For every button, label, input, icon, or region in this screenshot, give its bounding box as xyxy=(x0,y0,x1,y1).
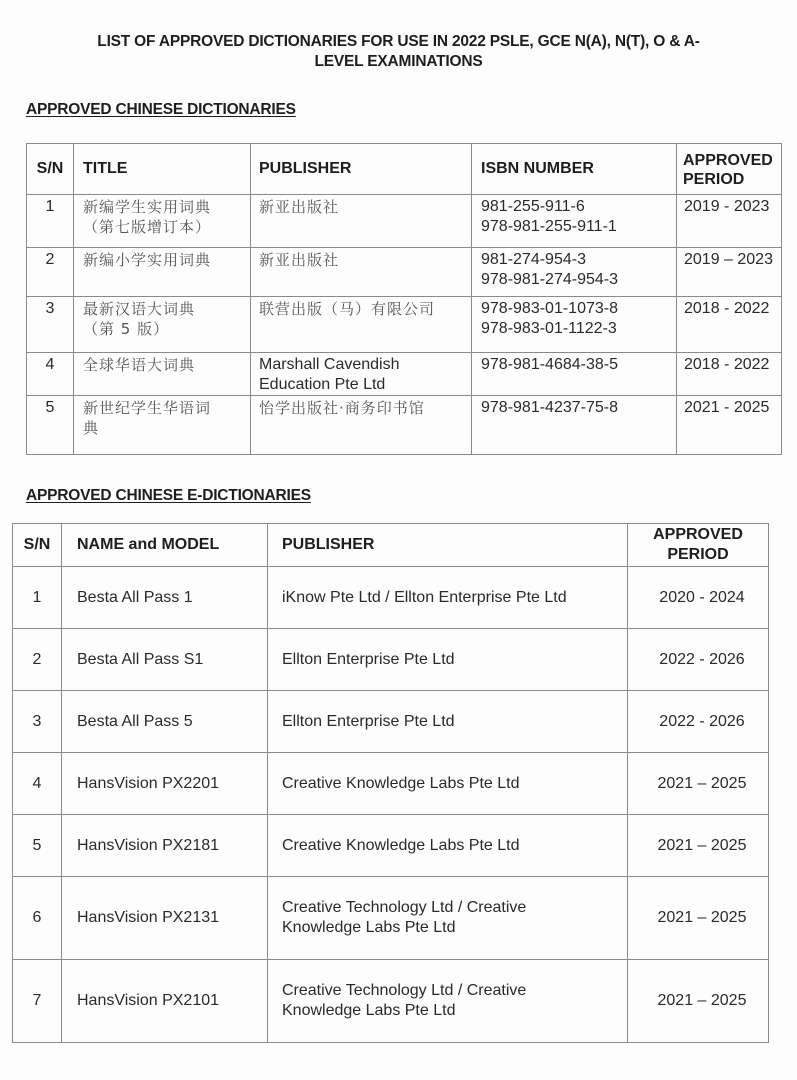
cell-text: 978-983-01-1073-8 xyxy=(481,300,618,317)
cell-title xyxy=(74,248,251,297)
cell-text: 新亚出版社 xyxy=(259,251,340,269)
cell-isbn xyxy=(472,248,677,297)
document-title-line-1: LIST OF APPROVED DICTIONARIES FOR USE IN 2022 PSLE, GCE N(A), N(T), O & A- xyxy=(97,33,700,50)
cell-publisher xyxy=(268,753,628,815)
cell-text: iKnow Pte Ltd / Ellton Enterprise Pte Ltd xyxy=(282,588,567,606)
cell-text: 978-981-4684-38-5 xyxy=(481,356,618,373)
column-header-approved-period xyxy=(677,144,782,195)
cell-sn: 7 xyxy=(13,960,62,1043)
cell-period: 2021 – 2025 xyxy=(628,877,769,960)
cell-name-model: Besta All Pass 1 xyxy=(62,567,268,629)
table-row xyxy=(27,297,782,353)
cell-sn: 5 xyxy=(27,396,74,455)
column-header-name-model: NAME and MODEL xyxy=(62,524,268,567)
column-header-title: TITLE xyxy=(74,144,251,195)
table-row xyxy=(13,753,769,815)
cell-name-model: HansVision PX2201 xyxy=(62,753,268,815)
cell-text: 978-981-4237-75-8 xyxy=(481,399,618,416)
table-row xyxy=(27,195,782,248)
cell-publisher xyxy=(268,567,628,629)
cell-period: 2019 - 2023 xyxy=(677,195,782,248)
column-header-isbn: ISBN NUMBER xyxy=(472,144,677,195)
cell-publisher xyxy=(251,195,472,248)
cell-text: 新编学生实用词典 xyxy=(83,198,212,216)
table-row xyxy=(27,396,782,455)
column-header-sn: S/N xyxy=(27,144,74,195)
cell-isbn xyxy=(472,396,677,455)
cell-name-model: HansVision PX2181 xyxy=(62,815,268,877)
cell-sn: 4 xyxy=(27,353,74,396)
cell-publisher xyxy=(268,691,628,753)
column-header-sn: S/N xyxy=(13,524,62,567)
header-label: PERIOD xyxy=(683,171,745,188)
cell-sn: 1 xyxy=(27,195,74,248)
cell-isbn xyxy=(472,195,677,248)
cell-name-model: HansVision PX2101 xyxy=(62,960,268,1043)
cell-period: 2021 - 2025 xyxy=(677,396,782,455)
cell-sn: 4 xyxy=(13,753,62,815)
cell-text: Creative Technology Ltd / Creative xyxy=(282,982,527,999)
cell-period: 2019 – 2023 xyxy=(677,248,782,297)
cell-title xyxy=(74,396,251,455)
cell-period: 2021 – 2025 xyxy=(628,960,769,1043)
table-row xyxy=(27,248,782,297)
table-row xyxy=(27,353,782,396)
chinese-dictionaries-table xyxy=(26,143,782,455)
cell-publisher xyxy=(251,297,472,353)
cell-period: 2020 - 2024 xyxy=(628,567,769,629)
cell-text: 981-274-954-3 xyxy=(481,251,586,268)
table-row xyxy=(13,815,769,877)
cell-text: 978-981-255-911-1 xyxy=(481,218,617,235)
cell-text: 新编小学实用词典 xyxy=(83,251,212,269)
cell-text: Creative Technology Ltd / Creative xyxy=(282,899,527,916)
cell-text: Education Pte Ltd xyxy=(259,376,386,393)
cell-sn: 6 xyxy=(13,877,62,960)
cell-period: 2021 – 2025 xyxy=(628,753,769,815)
header-label: PERIOD xyxy=(667,546,729,563)
cell-isbn xyxy=(472,353,677,396)
document-title xyxy=(20,32,777,72)
column-header-approved-period xyxy=(628,524,769,567)
cell-period: 2018 - 2022 xyxy=(677,353,782,396)
cell-text: （第七版增订本） xyxy=(83,218,212,236)
column-header-publisher: PUBLISHER xyxy=(251,144,472,195)
cell-publisher xyxy=(251,396,472,455)
cell-text: 981-255-911-6 xyxy=(481,198,585,215)
cell-publisher xyxy=(268,960,628,1043)
cell-text: 怡学出版社·商务印书馆 xyxy=(259,399,425,417)
cell-text: 联营出版（马）有限公司 xyxy=(259,300,436,318)
cell-title xyxy=(74,353,251,396)
cell-period: 2022 - 2026 xyxy=(628,691,769,753)
cell-sn: 2 xyxy=(13,629,62,691)
section-heading-e-dictionaries: APPROVED CHINESE E-DICTIONARIES xyxy=(26,487,311,504)
cell-text: Knowledge Labs Pte Ltd xyxy=(282,919,456,936)
cell-sn: 3 xyxy=(27,297,74,353)
cell-text: Ellton Enterprise Pte Ltd xyxy=(282,712,455,730)
cell-text: Creative Knowledge Labs Pte Ltd xyxy=(282,774,520,792)
cell-name-model: Besta All Pass S1 xyxy=(62,629,268,691)
header-label: APPROVED xyxy=(683,152,773,169)
cell-text: 978-981-274-954-3 xyxy=(481,271,618,288)
cell-text: 新亚出版社 xyxy=(259,198,340,216)
section-heading-dictionaries: APPROVED CHINESE DICTIONARIES xyxy=(26,101,296,118)
table-row xyxy=(13,567,769,629)
cell-name-model: HansVision PX2131 xyxy=(62,877,268,960)
cell-sn: 2 xyxy=(27,248,74,297)
cell-text: （第 5 版） xyxy=(83,320,170,338)
cell-sn: 3 xyxy=(13,691,62,753)
cell-period: 2022 - 2026 xyxy=(628,629,769,691)
cell-title xyxy=(74,195,251,248)
cell-text: Marshall Cavendish xyxy=(259,356,400,373)
cell-publisher xyxy=(268,629,628,691)
cell-period: 2018 - 2022 xyxy=(677,297,782,353)
cell-text: Creative Knowledge Labs Pte Ltd xyxy=(282,836,520,854)
cell-isbn xyxy=(472,297,677,353)
cell-text: Knowledge Labs Pte Ltd xyxy=(282,1002,456,1019)
cell-text: 最新汉语大词典 xyxy=(83,300,196,318)
document-title-line-2: LEVEL EXAMINATIONS xyxy=(314,53,483,70)
cell-sn: 5 xyxy=(13,815,62,877)
cell-publisher xyxy=(268,815,628,877)
chinese-e-dictionaries-table xyxy=(12,523,769,1043)
table-header-row xyxy=(27,144,782,195)
table-row xyxy=(13,877,769,960)
cell-text: Ellton Enterprise Pte Ltd xyxy=(282,650,455,668)
cell-publisher xyxy=(251,353,472,396)
cell-text: 典 xyxy=(83,419,100,437)
table-row xyxy=(13,691,769,753)
column-header-publisher: PUBLISHER xyxy=(268,524,628,567)
table-row xyxy=(13,960,769,1043)
cell-sn: 1 xyxy=(13,567,62,629)
table-row xyxy=(13,629,769,691)
cell-publisher xyxy=(251,248,472,297)
cell-text: 全球华语大词典 xyxy=(83,356,196,374)
cell-text: 新世纪学生华语词 xyxy=(83,399,212,417)
cell-name-model: Besta All Pass 5 xyxy=(62,691,268,753)
cell-title xyxy=(74,297,251,353)
cell-period: 2021 – 2025 xyxy=(628,815,769,877)
table-header-row xyxy=(13,524,769,567)
cell-publisher xyxy=(268,877,628,960)
header-label: APPROVED xyxy=(653,526,743,543)
cell-text: 978-983-01-1122-3 xyxy=(481,320,617,337)
